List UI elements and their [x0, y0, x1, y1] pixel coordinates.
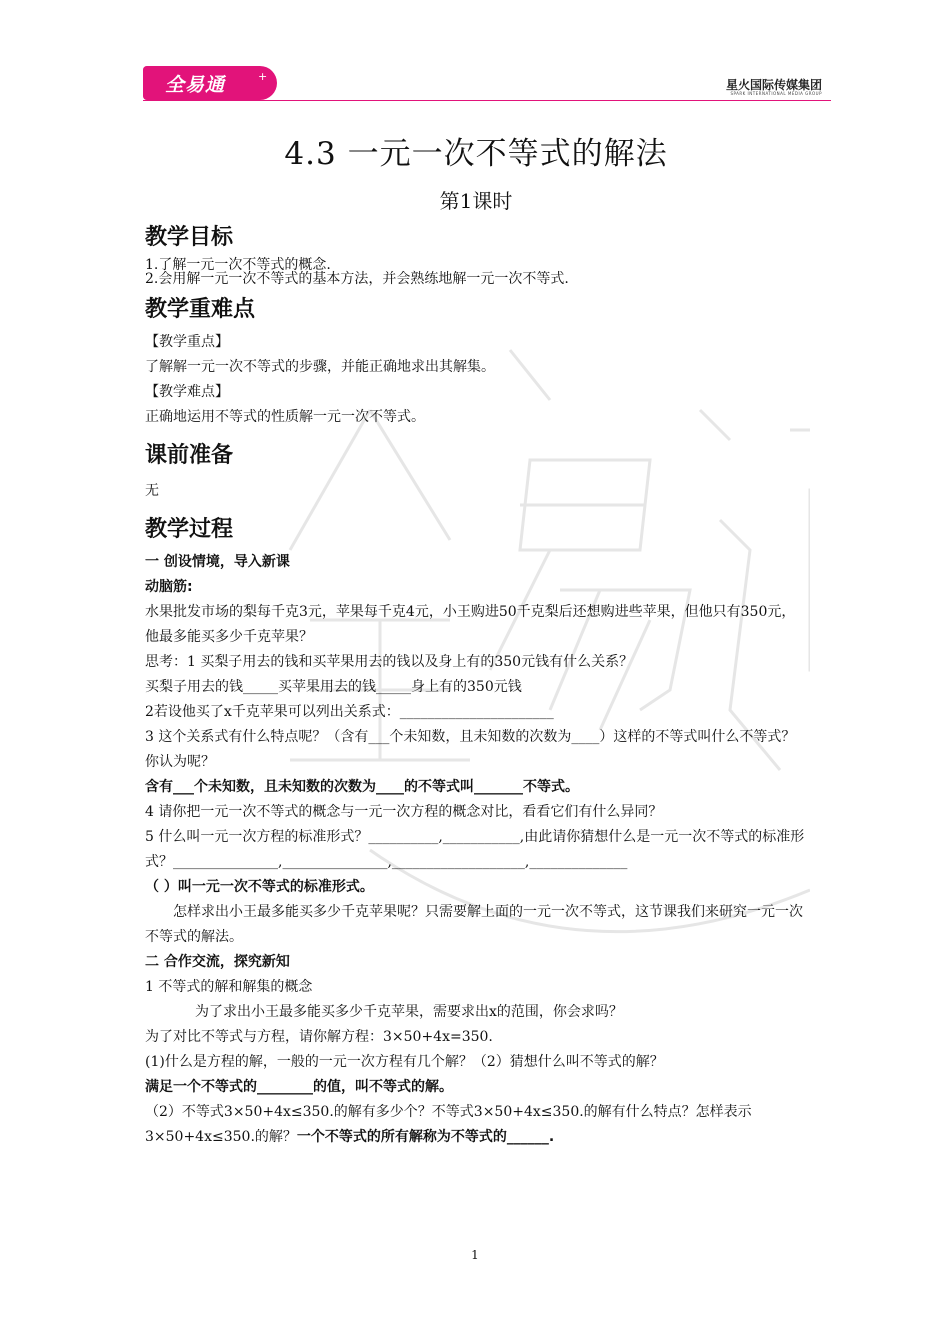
compare-equation: 为了对比不等式与方程，请你解方程：3×50+4x=350.: [145, 1029, 493, 1045]
think-4: 4 请你把一元一次不等式的概念与一元一次方程的概念对比，看看它们有什么异同？: [145, 804, 663, 820]
part-2-heading: 二 合作交流，探究新知: [145, 954, 290, 970]
think-2: 2若设他买了x千克苹果可以列出关系式：______________________: [145, 704, 554, 720]
section-preparation-heading: 课前准备: [145, 443, 234, 468]
page-number: 1: [471, 1248, 479, 1262]
difficulty-text: 正确地运用不等式的性质解一元一次不等式。: [145, 409, 425, 425]
think-1: 思考：1 买梨子用去的钱和买苹果用去的钱以及身上有的350元钱有什么关系？: [145, 654, 634, 670]
question-1: (1)什么是方程的解，一般的一元一次方程有几个解？（2）猜想什么叫不等式的解？: [145, 1054, 664, 1070]
document-body: [145, 128, 807, 1150]
difficulty-label: 【教学难点】: [145, 384, 229, 400]
goal-2: 2.会用解一元一次不等式的基本方法，并会熟练地解一元一次不等式.: [145, 271, 569, 287]
question-2: [145, 1100, 807, 1150]
company-name: 星火国际传媒集团: [725, 78, 822, 92]
section-process-heading: 教学过程: [145, 517, 234, 542]
section-key-points-heading: 教学重难点: [145, 297, 256, 322]
subsection-1-question: 为了求出小王最多能买多少千克苹果，需要求出x的范围，你会求吗？: [195, 1004, 623, 1020]
part-1-heading: 一 创设情境，导入新课: [145, 554, 290, 570]
key-point-text: 了解解一元一次不等式的步骤，并能正确地求出其解集。: [145, 359, 495, 375]
question-2-text: （2）不等式3×50+4x≤350.的解有多少个？不等式3×50+4x≤350.的解有什么特点？怎样表示3×50+4x≤350.的解？: [145, 1104, 752, 1145]
page-title: 4.3 一元一次不等式的解法: [284, 136, 668, 172]
lesson-number: 第1课时: [439, 189, 513, 213]
think-5: 5 什么叫一元一次方程的标准形式？__________,___________,由此请你猜想什么是一元一次不等式的标准形式？_______________,_______________,___________________,______________: [145, 829, 805, 870]
company-name-en: SPARK INTERNATIONAL MEDIA GROUP: [730, 91, 822, 96]
key-point-label: 【教学重点】: [145, 334, 229, 350]
logo-text: 全易通: [165, 74, 226, 96]
think-3: 3 这个关系式有什么特点呢？（含有___个未知数，且未知数的次数为____）这样的不等式叫什么不等式？你认为呢？: [145, 729, 796, 770]
think-1-fill: 买梨子用去的钱_____买苹果用去的钱_____身上有的350元钱: [145, 679, 522, 695]
goal-1: 1.了解一元一次不等式的概念.: [145, 257, 331, 273]
standard-form-definition: （ ）叫一元一次不等式的标准形式。: [145, 879, 374, 895]
transition-text: 怎样求出小王最多能买多少千克苹果呢？只需要解上面的一元一次不等式，这节课我们来研究一元一次不等式的解法。: [145, 904, 803, 945]
preparation-text: 无: [145, 483, 159, 499]
solution-set-definition: 一个不等式的所有解称为不等式的______.: [296, 1129, 555, 1145]
brain-teaser-label: 动脑筋:: [145, 579, 193, 595]
concept-definition: 含有___个未知数，且未知数的次数为____的不等式叫_______不等式。: [145, 779, 579, 795]
section-goals-heading: 教学目标: [145, 225, 234, 250]
problem-text: 水果批发市场的梨每千克3元，苹果每千克4元，小王购进50千克梨后还想购进些苹果，但他只有350元，他最多能买多少千克苹果？: [145, 604, 796, 645]
header-divider: [143, 100, 831, 101]
logo-star-icon: +: [258, 70, 268, 83]
subsection-1-heading: 1 不等式的解和解集的概念: [145, 979, 313, 995]
solution-definition: 满足一个不等式的________的值，叫不等式的解。: [145, 1079, 453, 1095]
